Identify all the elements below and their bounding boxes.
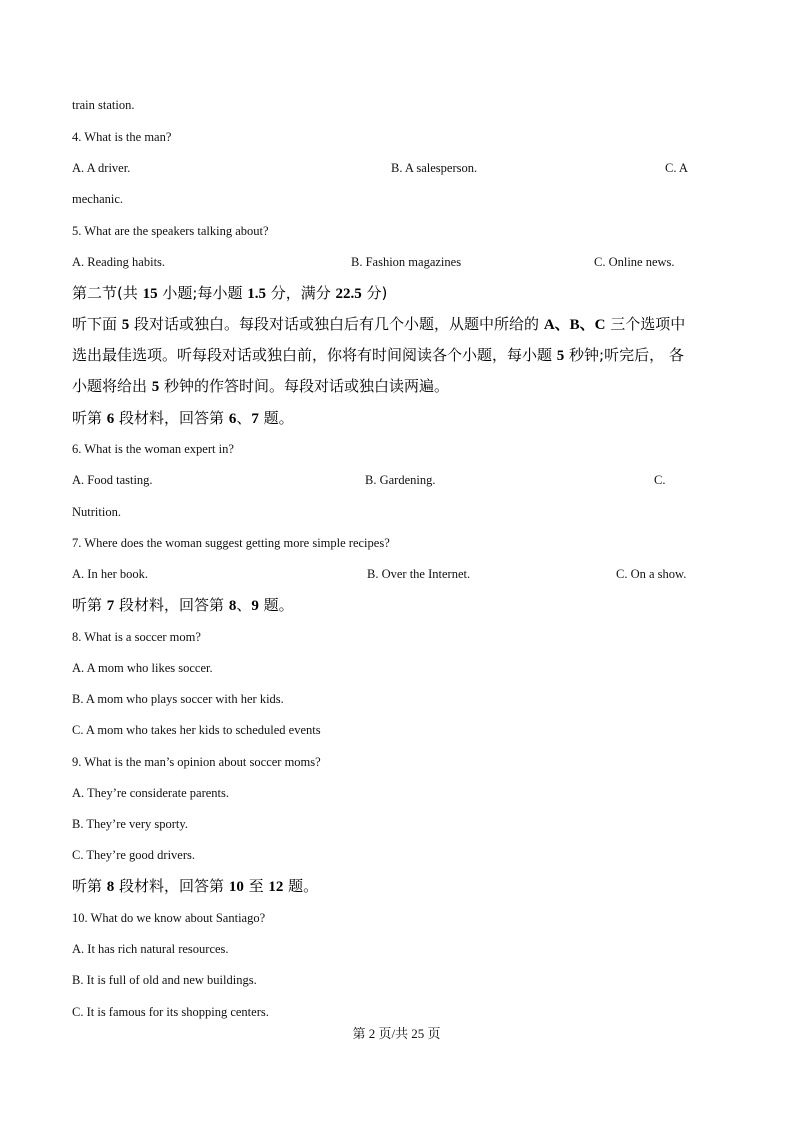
option-4c: C. A xyxy=(665,161,688,175)
option-6c: C. xyxy=(654,473,666,487)
question-9: 9. What is the man’s opinion about soccer moms? xyxy=(72,755,321,769)
option-9b: B. They’re very sporty. xyxy=(72,817,188,831)
section-title: 第二节(共 15 小题;每小题 1.5 分，满分 22.5 分) xyxy=(72,284,388,302)
question-7: 7. Where does the woman suggest getting more simple recipes? xyxy=(72,536,390,550)
option-6b: B. Gardening. xyxy=(365,473,436,487)
material-8-heading: 听第 8 段材料，回答第 10 至 12 题。 xyxy=(72,877,319,895)
option-4c-continued: mechanic. xyxy=(72,192,124,206)
instruction-line-1: 听下面 5 段对话或独白。每段对话或独白后有几个小题，从题中所给的 A、B、C 三个选项中 xyxy=(72,315,686,333)
option-5b: B. Fashion magazines xyxy=(351,255,462,269)
option-4a: A. A driver. xyxy=(72,161,131,175)
option-8c: C. A mom who takes her kids to scheduled events xyxy=(72,723,321,737)
instruction-line-2: 选出最佳选项。听每段对话或独白前，你将有时间阅读各个小题，每小题 5 秒钟;听完后， 各 xyxy=(72,346,684,364)
material-6-heading: 听第 6 段材料，回答第 6、7 题。 xyxy=(72,409,294,427)
question-5: 5. What are the speakers talking about? xyxy=(72,224,269,238)
question-10: 10. What do we know about Santiago? xyxy=(72,911,266,925)
text-line: train station. xyxy=(72,98,135,112)
option-9a: A. They’re considerate parents. xyxy=(72,786,229,800)
option-7c: C. On a show. xyxy=(616,567,687,581)
option-7a: A. In her book. xyxy=(72,567,149,581)
option-10c: C. It is famous for its shopping centers. xyxy=(72,1005,269,1019)
option-7b: B. Over the Internet. xyxy=(367,567,471,581)
option-5c: C. Online news. xyxy=(594,255,675,269)
question-6: 6. What is the woman expert in? xyxy=(72,442,234,456)
question-4: 4. What is the man? xyxy=(72,130,172,144)
option-10b: B. It is full of old and new buildings. xyxy=(72,973,257,987)
material-7-heading: 听第 7 段材料，回答第 8、9 题。 xyxy=(72,596,294,614)
option-8b: B. A mom who plays soccer with her kids. xyxy=(72,692,284,706)
instruction-line-3: 小题将给出 5 秒钟的作答时间。每段对话或独白读两遍。 xyxy=(72,377,450,395)
question-8: 8. What is a soccer mom? xyxy=(72,630,201,644)
page-footer: 第 2 页/共 25 页 xyxy=(352,1026,441,1041)
option-9c: C. They’re good drivers. xyxy=(72,848,196,862)
option-5a: A. Reading habits. xyxy=(72,255,166,269)
option-8a: A. A mom who likes soccer. xyxy=(72,661,213,675)
option-6c-continued: Nutrition. xyxy=(72,505,121,519)
option-10a: A. It has rich natural resources. xyxy=(72,942,229,956)
option-4b: B. A salesperson. xyxy=(391,161,478,175)
option-6a: A. Food tasting. xyxy=(72,473,153,487)
